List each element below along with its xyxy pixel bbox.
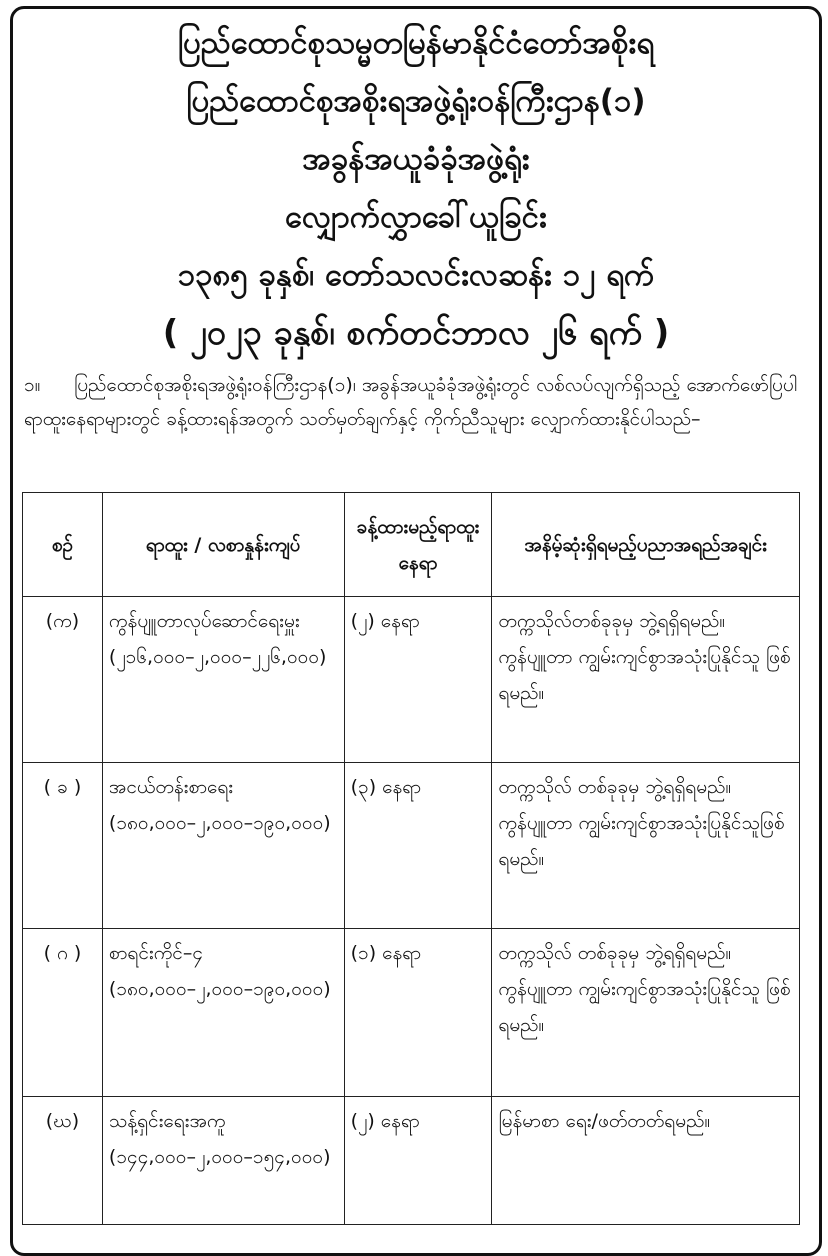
row-post [102, 763, 344, 929]
post-title: စာရင်းကိုင်–၄ [108, 942, 204, 964]
salary-scale: (၁၈၀,၀၀၀–၂,၀၀၀–၁၉၀,၀၀၀) [108, 978, 331, 1000]
table-row [23, 1097, 800, 1225]
post-title: အငယ်တန်းစာရေး [108, 776, 234, 798]
office-title: အခွန်အယူခံခုံအဖွဲ့ရုံး [302, 141, 530, 177]
header-post: ရာထူး / လစာနှုန်းကျပ် [102, 493, 344, 597]
myanmar-date: ၁၃၈၅ ခုနှစ်၊ တော်သလင်းလဆန်း ၁၂ ရက် [177, 257, 655, 293]
post-title: သန့်ရှင်းရေးအကူ [108, 1110, 226, 1132]
row-qualification [492, 763, 800, 929]
qualification-degree: တက္ကသိုလ်တစ်ခုခုမှ ဘွဲ့ရရှိရမည်။ [498, 610, 726, 632]
row-post [102, 929, 344, 1097]
salary-scale: (၂၁၆,၀၀၀–၂,၀၀၀–၂၂၆,၀၀၀) [108, 646, 327, 668]
row-index: (ဃ) [23, 1097, 103, 1225]
qualification-computer: ကွန်ပျူတာ ကျွမ်းကျင်စွာအသုံးပြုနိုင်သူ ဖြစ်ရမည်။ [498, 978, 791, 1036]
qualification-literacy: မြန်မာစာ ရေး/ဖတ်တတ်ရမည်။ [498, 1110, 711, 1132]
qualification-degree: တက္ကသိုလ် တစ်ခုခုမှ ဘွဲ့ရရှိရမည်။ [498, 776, 732, 798]
table-row [23, 597, 800, 763]
intro-text: ပြည်ထောင်စုအစိုးရအဖွဲ့ရုံးဝန်ကြီးဌာန(၁)၊ အခွန်အယူခံခုံအဖွဲ့ရုံးတွင် လစ်လပ်လျက်ရှိသည့် အောက်ဖော်ပြပါ ရာထူးနေရာများတွင် ခန့်ထားရန်အတွက် သတ်မှတ်ချက်နှင့် ကိုက်ညီသူများ လျှောက်ထားနိုင်ပါသည်– [24, 374, 797, 430]
header-qualification: အနိမ့်ဆုံးရှိရမည့်ပညာအရည်အချင်း [492, 493, 800, 597]
header-index: စဉ် [23, 493, 103, 597]
row-qualification [492, 597, 800, 763]
table-header-row [23, 493, 800, 597]
row-index: (က) [23, 597, 103, 763]
post-title: ကွန်ပျူတာလုပ်ဆောင်ရေးမှူး [108, 610, 300, 632]
vacancy-table [22, 492, 800, 1225]
qualification-computer: ကွန်ပျူတာ ကျွမ်းကျင်စွာအသုံးပြုနိုင်သူ ဖြစ်ရမည်။ [498, 646, 791, 704]
row-index: ( ဂ ) [23, 929, 103, 1097]
intro-paragraph [24, 368, 804, 436]
row-index: ( ခ ) [23, 763, 103, 929]
row-vacancies: (၂) နေရာ [344, 597, 492, 763]
row-vacancies: (၂) နေရာ [344, 1097, 492, 1225]
header-vacancies: ခန့်ထားမည့်ရာထူးနေရာ [344, 493, 492, 597]
qualification-degree: တက္ကသိုလ် တစ်ခုခုမှ ဘွဲ့ရရှိရမည်။ [498, 942, 732, 964]
salary-scale: (၁၄၄,၀၀၀–၂,၀၀၀–၁၅၄,၀၀၀) [108, 1146, 331, 1168]
row-vacancies: (၁) နေရာ [344, 929, 492, 1097]
row-qualification [492, 1097, 800, 1225]
government-title: ပြည်ထောင်စုသမ္မတမြန်မာနိုင်ငံတော်အစိုးရ [177, 25, 655, 61]
row-post [102, 1097, 344, 1225]
row-qualification [492, 929, 800, 1097]
row-vacancies: (၃) နေရာ [344, 763, 492, 929]
qualification-computer: ကွန်ပျူတာ ကျွမ်းကျင်စွာအသုံးပြုနိုင်သူဖြစ်ရမည်။ [498, 812, 785, 870]
row-post [102, 597, 344, 763]
gregorian-date: ( ၂၀၂၃ ခုနှစ်၊ စက်တင်ဘာလ ၂၆ ရက် ) [162, 313, 670, 353]
ministry-title: ပြည်ထောင်စုအစိုးရအဖွဲ့ရုံးဝန်ကြီးဌာန(၁) [186, 83, 646, 119]
table-row [23, 929, 800, 1097]
notice-title: လျှောက်လွှာခေါ်ယူခြင်း [285, 199, 547, 235]
notice-header [10, 14, 822, 362]
table-row [23, 763, 800, 929]
salary-scale: (၁၈၀,၀၀၀–၂,၀၀၀–၁၉၀,၀၀၀) [108, 812, 331, 834]
paragraph-number: ၁။ [24, 374, 41, 396]
